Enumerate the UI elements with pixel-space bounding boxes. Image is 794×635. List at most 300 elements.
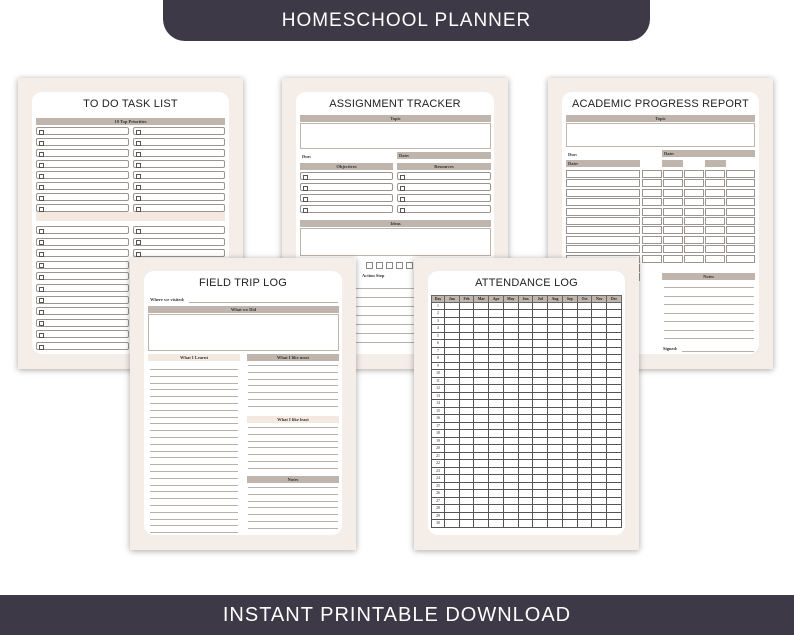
attendance-mark-cell	[607, 445, 622, 453]
academic-signed-label: Signed:	[663, 346, 678, 351]
todo-checklist-row	[133, 249, 225, 257]
attendance-day-cell: 7	[432, 347, 445, 355]
attendance-mark-cell	[503, 332, 518, 340]
attendance-mark-cell	[577, 325, 592, 333]
attendance-mark-cell	[592, 460, 607, 468]
attendance-mark-cell	[459, 407, 474, 415]
attendance-day-cell: 4	[432, 325, 445, 333]
attendance-mark-cell	[503, 325, 518, 333]
attendance-mark-cell	[489, 430, 504, 438]
attendance-mark-cell	[533, 467, 548, 475]
fieldtrip-where-label: Where we visited:	[150, 297, 185, 302]
attendance-mark-cell	[459, 422, 474, 430]
attendance-mark-cell	[533, 430, 548, 438]
attendance-mark-cell	[489, 392, 504, 400]
attendance-mark-cell	[444, 317, 459, 325]
attendance-mark-cell	[489, 355, 504, 363]
academic-notes-line	[664, 296, 754, 297]
attendance-mark-cell	[548, 310, 563, 318]
academic-grid-cell	[684, 236, 704, 244]
attendance-mark-cell	[459, 370, 474, 378]
attendance-mark-cell	[592, 325, 607, 333]
academic-grid-cell	[726, 217, 755, 225]
assignment-topic-bar: Topic	[300, 115, 491, 122]
attendance-mark-cell	[548, 512, 563, 520]
attendance-mark-cell	[533, 505, 548, 513]
attendance-mark-cell	[607, 407, 622, 415]
attendance-mark-cell	[533, 520, 548, 528]
attendance-day-cell: 16	[432, 415, 445, 423]
attendance-row	[432, 497, 622, 505]
attendance-mark-cell	[459, 467, 474, 475]
academic-grid-cell	[705, 226, 725, 234]
assignment-topic-box	[300, 123, 491, 149]
attendance-mark-cell	[533, 460, 548, 468]
attendance-mark-cell	[503, 392, 518, 400]
attendance-mark-cell	[562, 415, 577, 423]
attendance-mark-cell	[533, 422, 548, 430]
attendance-mark-cell	[503, 497, 518, 505]
fieldtrip-writing-line	[248, 468, 338, 469]
attendance-mark-cell	[459, 430, 474, 438]
fieldtrip-writing-line	[248, 427, 338, 428]
assignment-row	[397, 194, 491, 202]
attendance-mark-cell	[444, 497, 459, 505]
attendance-mark-cell	[489, 512, 504, 520]
attendance-mark-cell	[533, 377, 548, 385]
academic-grid-cell	[642, 245, 662, 253]
fieldtrip-writing-line	[150, 410, 238, 411]
attendance-mark-cell	[548, 332, 563, 340]
attendance-mark-cell	[459, 325, 474, 333]
attendance-header-cell: Feb	[459, 296, 474, 303]
fieldtrip-writing-line	[150, 389, 238, 390]
attendance-day-cell: 19	[432, 437, 445, 445]
attendance-mark-cell	[489, 497, 504, 505]
attendance-mark-cell	[503, 385, 518, 393]
todo-priorities-bar: 10 Top Priorities	[36, 118, 225, 125]
attendance-mark-cell	[489, 362, 504, 370]
attendance-mark-cell	[459, 362, 474, 370]
academic-grid-cell	[705, 236, 725, 244]
attendance-mark-cell	[474, 325, 489, 333]
attendance-mark-cell	[592, 407, 607, 415]
academic-grid-cell	[663, 255, 683, 263]
attendance-mark-cell	[577, 362, 592, 370]
attendance-mark-cell	[548, 482, 563, 490]
todo-checklist-row	[36, 138, 129, 146]
attendance-mark-cell	[592, 332, 607, 340]
attendance-mark-cell	[518, 475, 533, 483]
attendance-mark-cell	[592, 362, 607, 370]
academic-notes-bar: Notes	[662, 273, 755, 280]
academic-grid-cell	[642, 208, 662, 216]
attendance-mark-cell	[548, 430, 563, 438]
attendance-row	[432, 430, 622, 438]
attendance-day-cell: 9	[432, 362, 445, 370]
assignment-ideas-box	[300, 228, 491, 256]
attendance-mark-cell	[518, 340, 533, 348]
academic-grid-cell	[663, 170, 683, 178]
attendance-day-cell: 10	[432, 370, 445, 378]
fieldtrip-writing-line	[248, 501, 338, 502]
attendance-mark-cell	[607, 422, 622, 430]
attendance-mark-cell	[518, 332, 533, 340]
fieldtrip-writing-line	[150, 383, 238, 384]
attendance-mark-cell	[533, 362, 548, 370]
academic-grid-cell	[705, 208, 725, 216]
attendance-mark-cell	[503, 505, 518, 513]
attendance-mark-cell	[562, 520, 577, 528]
attendance-mark-cell	[489, 385, 504, 393]
attendance-mark-cell	[607, 430, 622, 438]
attendance-mark-cell	[548, 490, 563, 498]
fieldtrip-writing-line	[150, 491, 238, 492]
attendance-mark-cell	[459, 340, 474, 348]
attendance-mark-cell	[489, 505, 504, 513]
attendance-mark-cell	[444, 340, 459, 348]
attendance-mark-cell	[459, 460, 474, 468]
attendance-mark-cell	[503, 422, 518, 430]
attendance-mark-cell	[503, 355, 518, 363]
fieldtrip-writing-line	[248, 434, 338, 435]
attendance-mark-cell	[489, 445, 504, 453]
fieldtrip-writing-line	[248, 514, 338, 515]
attendance-mark-cell	[459, 445, 474, 453]
attendance-mark-cell	[548, 452, 563, 460]
fieldtrip-writing-line	[150, 403, 238, 404]
attendance-mark-cell	[607, 475, 622, 483]
assignment-objectives-bar: Objectives	[300, 163, 393, 170]
todo-checklist-row	[133, 238, 225, 246]
academic-grid-cell	[726, 236, 755, 244]
attendance-day-cell: 20	[432, 445, 445, 453]
todo-checklist-row	[36, 171, 129, 179]
attendance-mark-cell	[503, 317, 518, 325]
attendance-row	[432, 512, 622, 520]
attendance-mark-cell	[548, 505, 563, 513]
attendance-mark-cell	[592, 302, 607, 310]
attendance-day-cell: 2	[432, 310, 445, 318]
attendance-mark-cell	[592, 317, 607, 325]
attendance-mark-cell	[562, 370, 577, 378]
attendance-mark-cell	[562, 362, 577, 370]
attendance-mark-cell	[577, 430, 592, 438]
academic-grid-cell	[705, 245, 725, 253]
todo-checklist-row	[36, 193, 129, 201]
attendance-mark-cell	[562, 377, 577, 385]
academic-grid-cell	[663, 208, 683, 216]
attendance-mark-cell	[459, 512, 474, 520]
academic-notes-line	[664, 321, 754, 322]
attendance-mark-cell	[562, 512, 577, 520]
attendance-mark-cell	[489, 400, 504, 408]
fieldtrip-writing-line	[248, 441, 338, 442]
attendance-mark-cell	[518, 520, 533, 528]
attendance-mark-cell	[607, 497, 622, 505]
attendance-mark-cell	[548, 362, 563, 370]
attendance-mark-cell	[444, 512, 459, 520]
attendance-mark-cell	[459, 392, 474, 400]
attendance-mark-cell	[444, 332, 459, 340]
attendance-row	[432, 415, 622, 423]
attendance-mark-cell	[562, 400, 577, 408]
academic-grid-cell	[705, 170, 725, 178]
attendance-mark-cell	[577, 422, 592, 430]
attendance-mark-cell	[607, 385, 622, 393]
attendance-mark-cell	[503, 400, 518, 408]
attendance-mark-cell	[548, 415, 563, 423]
academic-grid-cell	[705, 189, 725, 197]
attendance-mark-cell	[607, 302, 622, 310]
attendance-mark-cell	[562, 475, 577, 483]
attendance-mark-cell	[518, 400, 533, 408]
attendance-mark-cell	[592, 497, 607, 505]
attendance-mark-cell	[474, 430, 489, 438]
fieldtrip-writing-line	[150, 485, 238, 486]
attendance-mark-cell	[533, 437, 548, 445]
academic-grid-cell	[566, 198, 640, 206]
attendance-mark-cell	[577, 370, 592, 378]
attendance-mark-cell	[459, 475, 474, 483]
attendance-mark-cell	[607, 355, 622, 363]
footer-title: INSTANT PRINTABLE DOWNLOAD	[0, 595, 794, 635]
attendance-header-cell: Apr	[489, 296, 504, 303]
attendance-mark-cell	[503, 340, 518, 348]
academic-grid-cell	[663, 236, 683, 244]
assignment-row	[300, 194, 393, 202]
attendance-mark-cell	[592, 385, 607, 393]
assignment-step-checkbox	[376, 262, 383, 269]
attendance-mark-cell	[533, 302, 548, 310]
attendance-mark-cell	[607, 392, 622, 400]
attendance-mark-cell	[459, 520, 474, 528]
attendance-header-cell: Oct	[577, 296, 592, 303]
attendance-mark-cell	[548, 317, 563, 325]
attendance-mark-cell	[577, 302, 592, 310]
attendance-mark-cell	[474, 520, 489, 528]
academic-grid-cell	[684, 217, 704, 225]
fieldtrip-writing-line	[150, 444, 238, 445]
attendance-mark-cell	[489, 302, 504, 310]
attendance-mark-cell	[592, 400, 607, 408]
attendance-mark-cell	[503, 347, 518, 355]
attendance-mark-cell	[533, 370, 548, 378]
attendance-mark-cell	[459, 310, 474, 318]
attendance-mark-cell	[459, 497, 474, 505]
attendance-mark-cell	[444, 422, 459, 430]
attendance-row	[432, 422, 622, 430]
attendance-mark-cell	[444, 520, 459, 528]
academic-grid-cell	[705, 217, 725, 225]
fieldtrip-writing-line	[150, 525, 238, 526]
attendance-mark-cell	[607, 325, 622, 333]
attendance-header-cell: Day	[432, 296, 445, 303]
attendance-mark-cell	[577, 407, 592, 415]
assignment-row	[300, 172, 393, 180]
attendance-row	[432, 325, 622, 333]
attendance-mark-cell	[503, 370, 518, 378]
attendance-mark-cell	[592, 340, 607, 348]
attendance-mark-cell	[474, 332, 489, 340]
academic-grid-cell	[705, 198, 725, 206]
academic-notes-line	[664, 304, 754, 305]
attendance-mark-cell	[548, 325, 563, 333]
assignment-resources-bar: Resources	[397, 163, 491, 170]
attendance-mark-cell	[503, 445, 518, 453]
attendance-mark-cell	[533, 317, 548, 325]
attendance-mark-cell	[503, 452, 518, 460]
attendance-mark-cell	[474, 310, 489, 318]
academic-grid-cell	[726, 226, 755, 234]
attendance-mark-cell	[444, 407, 459, 415]
attendance-day-cell: 11	[432, 377, 445, 385]
attendance-mark-cell	[533, 452, 548, 460]
attendance-mark-cell	[607, 460, 622, 468]
attendance-day-cell: 21	[432, 452, 445, 460]
attendance-mark-cell	[474, 385, 489, 393]
attendance-mark-cell	[489, 347, 504, 355]
attendance-mark-cell	[562, 460, 577, 468]
attendance-mark-cell	[459, 482, 474, 490]
attendance-day-cell: 1	[432, 302, 445, 310]
todo-checklist-row	[36, 127, 129, 135]
fieldtrip-notes-bar: Notes	[247, 476, 339, 483]
academic-grid-cell	[726, 208, 755, 216]
academic-grid-cell	[566, 189, 640, 197]
attendance-mark-cell	[548, 347, 563, 355]
attendance-header-cell: Sep	[562, 296, 577, 303]
attendance-mark-cell	[459, 505, 474, 513]
attendance-row	[432, 317, 622, 325]
attendance-day-cell: 13	[432, 392, 445, 400]
attendance-mark-cell	[577, 490, 592, 498]
attendance-mark-cell	[474, 302, 489, 310]
attendance-mark-cell	[592, 490, 607, 498]
attendance-mark-cell	[607, 520, 622, 528]
attendance-mark-cell	[518, 430, 533, 438]
attendance-mark-cell	[518, 370, 533, 378]
fieldtrip-what-did-box	[148, 314, 339, 351]
attendance-mark-cell	[518, 310, 533, 318]
attendance-mark-cell	[474, 460, 489, 468]
attendance-mark-cell	[459, 332, 474, 340]
todo-title: TO DO TASK LIST	[83, 98, 178, 110]
todo-checklist-row	[36, 319, 129, 327]
academic-grid-cell	[726, 198, 755, 206]
attendance-mark-cell	[533, 355, 548, 363]
attendance-mark-cell	[489, 415, 504, 423]
attendance-row	[432, 400, 622, 408]
academic-grid-cell	[642, 255, 662, 263]
attendance-mark-cell	[562, 347, 577, 355]
academic-grid-cell	[566, 179, 640, 187]
attendance-mark-cell	[562, 422, 577, 430]
academic-grid-cell	[566, 170, 640, 178]
attendance-mark-cell	[607, 347, 622, 355]
attendance-mark-cell	[518, 460, 533, 468]
attendance-mark-cell	[533, 407, 548, 415]
assignment-row	[397, 172, 491, 180]
attendance-mark-cell	[518, 385, 533, 393]
attendance-mark-cell	[518, 467, 533, 475]
academic-grid-cell	[642, 217, 662, 225]
attendance-mark-cell	[503, 475, 518, 483]
attendance-header-cell: May	[503, 296, 518, 303]
attendance-mark-cell	[533, 475, 548, 483]
assignment-row	[397, 183, 491, 191]
attendance-mark-cell	[518, 355, 533, 363]
attendance-mark-cell	[518, 452, 533, 460]
fieldtrip-where-line	[189, 302, 338, 303]
attendance-row	[432, 407, 622, 415]
fieldtrip-writing-line	[248, 447, 338, 448]
academic-grid-cell	[684, 255, 704, 263]
academic-grid-cell	[642, 170, 662, 178]
attendance-mark-cell	[562, 445, 577, 453]
attendance-mark-cell	[548, 445, 563, 453]
attendance-mark-cell	[444, 445, 459, 453]
attendance-mark-cell	[489, 317, 504, 325]
attendance-mark-cell	[548, 497, 563, 505]
attendance-row	[432, 347, 622, 355]
attendance-mark-cell	[489, 310, 504, 318]
attendance-mark-cell	[562, 490, 577, 498]
todo-divider-band	[36, 212, 225, 221]
attendance-mark-cell	[577, 355, 592, 363]
attendance-mark-cell	[503, 430, 518, 438]
fieldtrip-writing-line	[248, 406, 338, 407]
attendance-mark-cell	[577, 347, 592, 355]
attendance-mark-cell	[607, 415, 622, 423]
academic-grid-cell	[566, 245, 640, 253]
fieldtrip-writing-line	[150, 464, 238, 465]
attendance-title: ATTENDANCE LOG	[475, 277, 578, 289]
attendance-mark-cell	[592, 437, 607, 445]
attendance-mark-cell	[592, 347, 607, 355]
attendance-mark-cell	[533, 347, 548, 355]
todo-checklist-row	[133, 149, 225, 157]
attendance-mark-cell	[592, 505, 607, 513]
todo-checklist-row	[36, 284, 129, 292]
attendance-mark-cell	[489, 437, 504, 445]
attendance-mark-cell	[533, 340, 548, 348]
attendance-header-cell: Aug	[548, 296, 563, 303]
attendance-mark-cell	[518, 437, 533, 445]
attendance-mark-cell	[474, 370, 489, 378]
fieldtrip-writing-line	[150, 519, 238, 520]
fieldtrip-writing-line	[150, 369, 238, 370]
attendance-mark-cell	[489, 340, 504, 348]
attendance-header-cell: Mar	[474, 296, 489, 303]
attendance-mark-cell	[518, 505, 533, 513]
attendance-mark-cell	[444, 347, 459, 355]
attendance-mark-cell	[592, 310, 607, 318]
attendance-mark-cell	[533, 392, 548, 400]
attendance-row	[432, 467, 622, 475]
assignment-action-step-label: Action Step	[362, 273, 385, 278]
attendance-mark-cell	[444, 490, 459, 498]
fieldtrip-writing-line	[150, 417, 238, 418]
attendance-header-cell: Nov	[592, 296, 607, 303]
assignment-step-checkbox	[396, 262, 403, 269]
academic-grid-cell	[684, 170, 704, 178]
todo-checklist-row	[133, 127, 225, 135]
attendance-day-cell: 30	[432, 520, 445, 528]
attendance-mark-cell	[518, 407, 533, 415]
academic-grid-cell	[566, 208, 640, 216]
attendance-row	[432, 355, 622, 363]
